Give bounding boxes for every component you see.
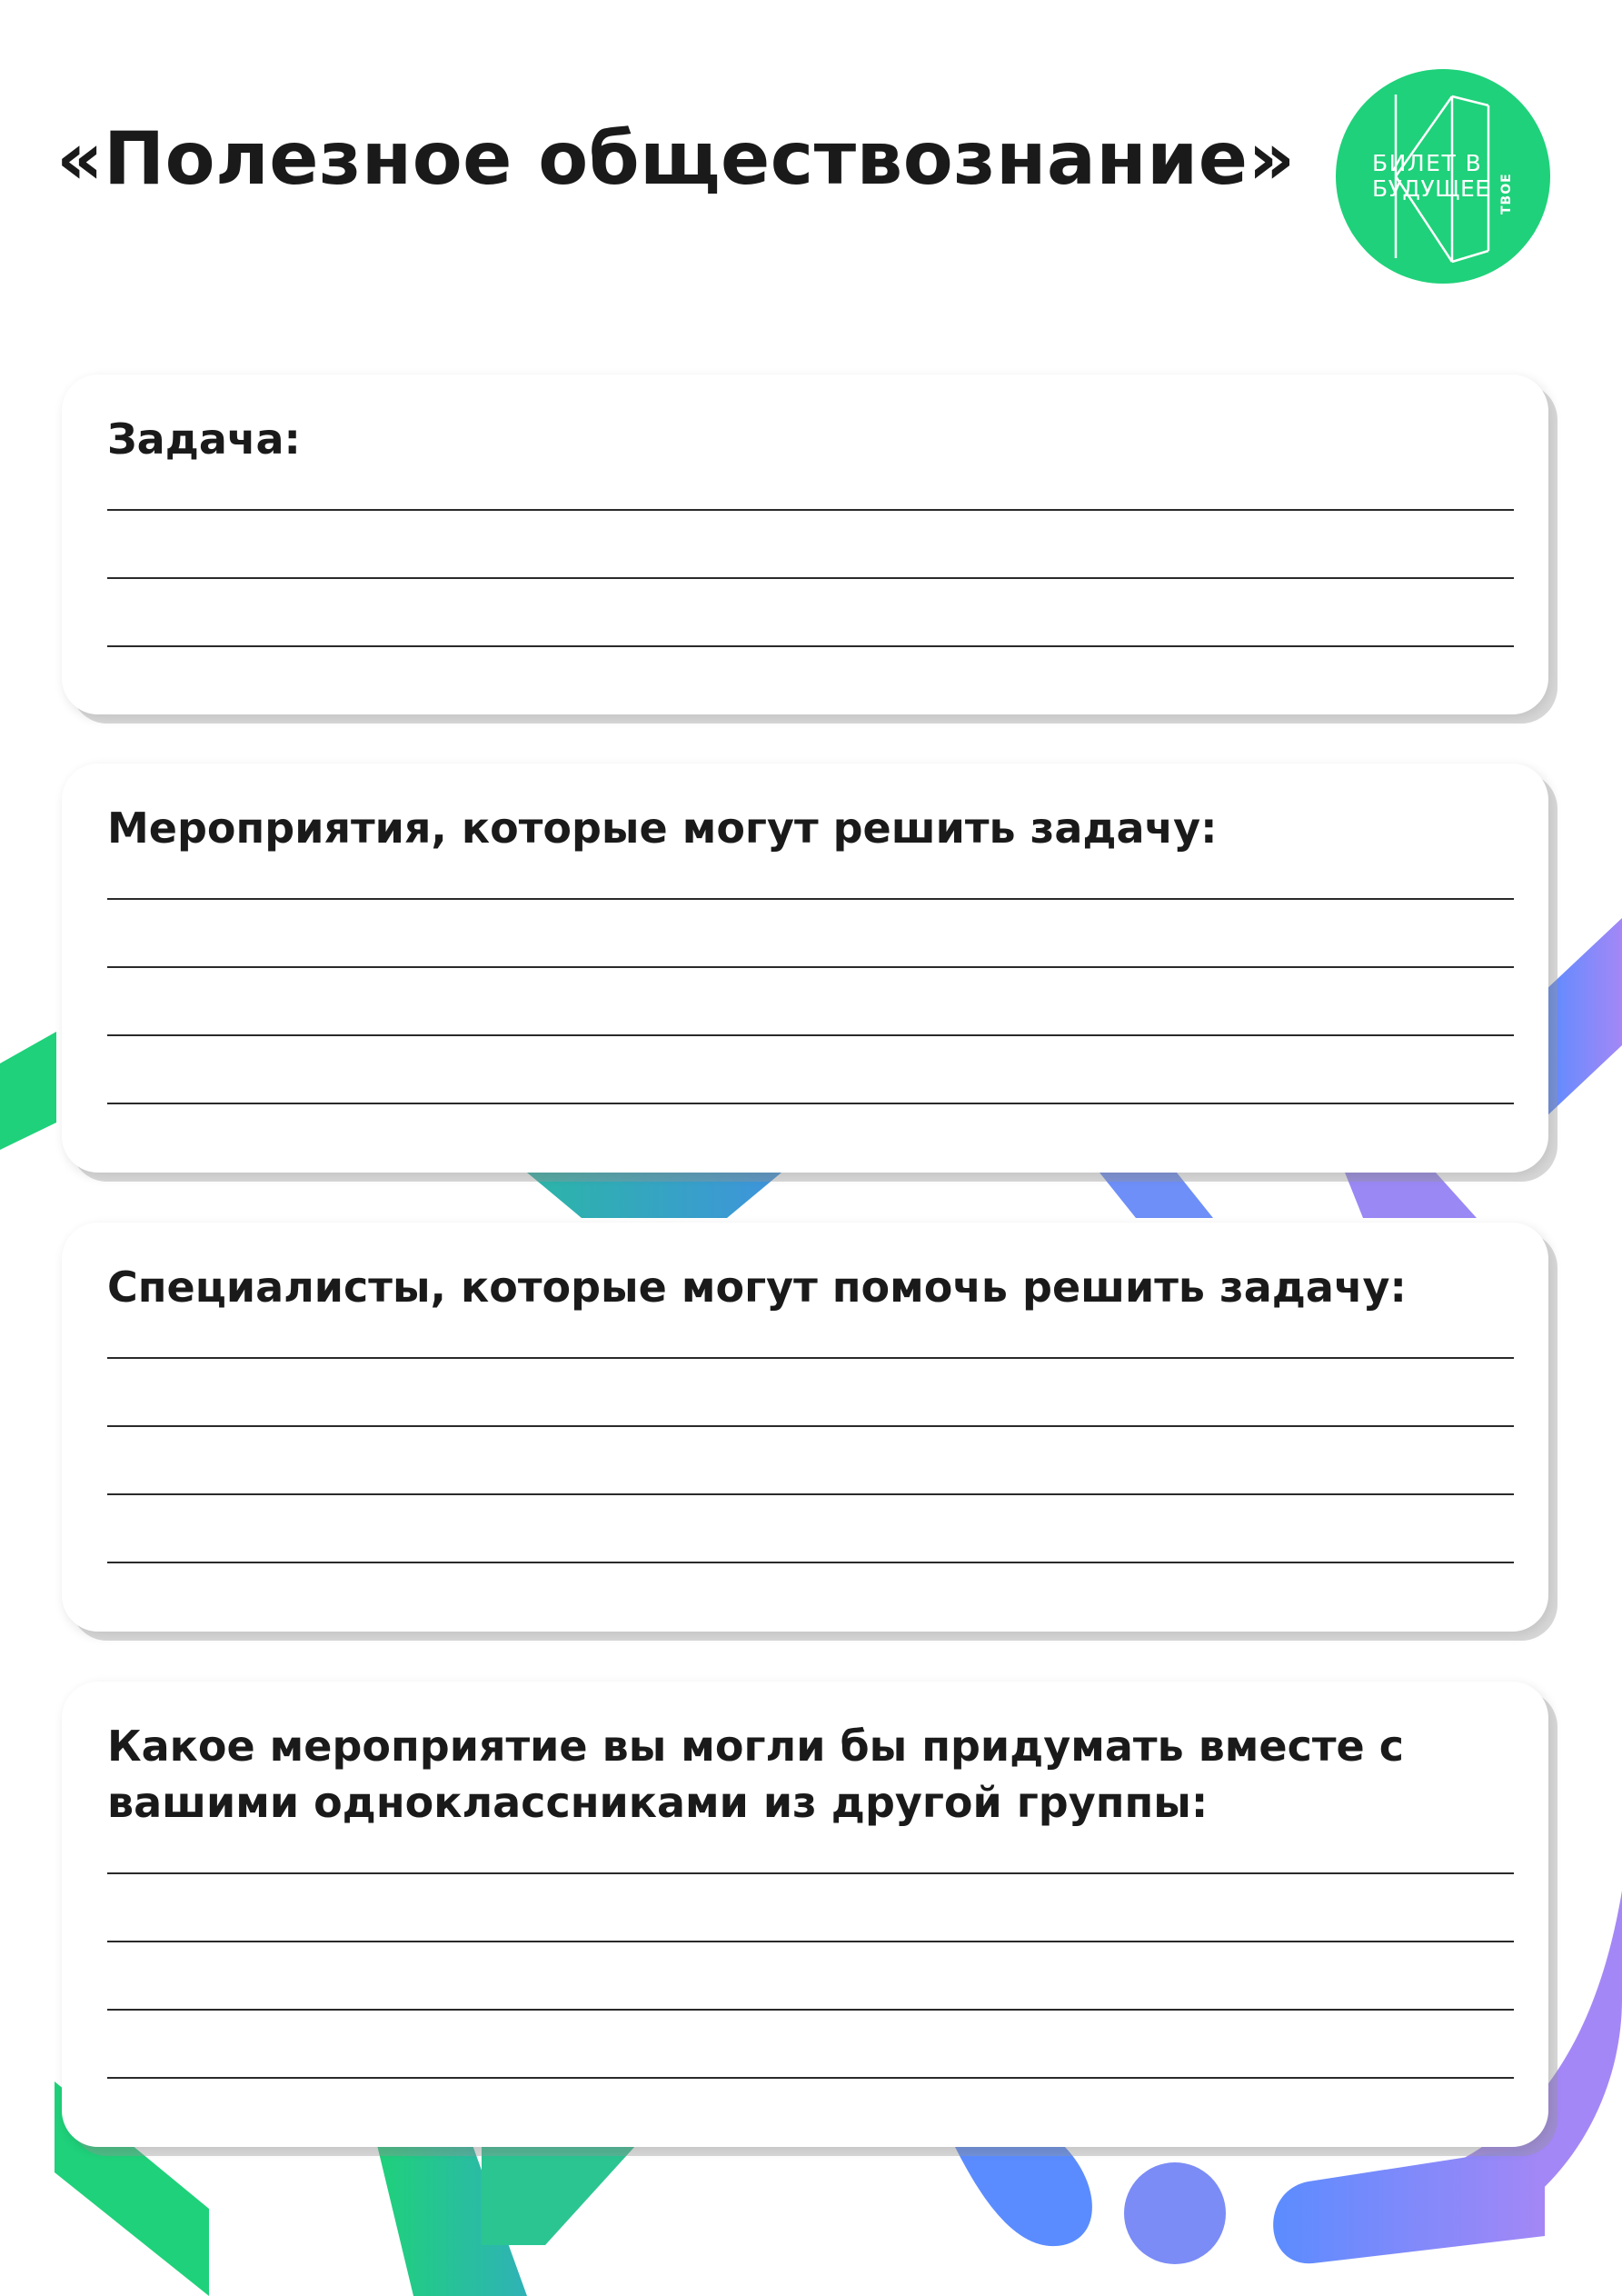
events-answer-line-1[interactable] (107, 898, 1514, 900)
specialists-answer-line-2[interactable] (107, 1425, 1514, 1427)
logo-vertical: ТВОЕ (1499, 173, 1514, 215)
blue-blob-bottom (954, 2145, 1092, 2246)
joint-event-answer-line-4[interactable] (107, 2077, 1514, 2079)
specialists-answer-line-1[interactable] (107, 1357, 1514, 1359)
joint-event-answer-line-1[interactable] (107, 1872, 1514, 1874)
green-check-arm (482, 2145, 636, 2245)
events-card (62, 764, 1548, 1173)
teal-band (527, 1173, 781, 1218)
specialists-answer-line-4[interactable] (107, 1562, 1514, 1563)
violet-bar-bottom (1273, 2145, 1545, 2263)
events-label: Мероприятия, которые могут решить задачу: (107, 804, 1218, 853)
task-answer-line-3[interactable] (107, 645, 1514, 647)
bilet-v-budushchee-logo (1336, 69, 1550, 284)
page-title: «Полезное обществознание» (56, 116, 1296, 201)
violet-arc-right-top (1545, 918, 1622, 1118)
task-answer-line-1[interactable] (107, 509, 1514, 511)
joint-event-answer-line-2[interactable] (107, 1941, 1514, 1942)
joint-event-label: Какое мероприятие вы могли бы придумать вместе с вашими одноклассниками из другой группы: (107, 1722, 1405, 1827)
violet-stripe (1345, 1173, 1477, 1218)
events-answer-line-3[interactable] (107, 1034, 1514, 1036)
specialists-answer-line-3[interactable] (107, 1493, 1514, 1495)
logo-line1: БИЛЕТ В (1372, 150, 1483, 176)
logo-line2: БУДУЩЕЕ (1372, 175, 1490, 202)
blue-dot-bottom (1124, 2162, 1226, 2264)
green-wedge-left (0, 1032, 56, 1150)
task-answer-line-2[interactable] (107, 577, 1514, 579)
events-answer-line-4[interactable] (107, 1103, 1514, 1104)
specialists-label: Специалисты, которые могут помочь решить задачу: (107, 1263, 1407, 1312)
task-label: Задача: (107, 414, 301, 464)
task-card (62, 374, 1548, 714)
specialists-card (62, 1223, 1548, 1632)
blue-stripe (1100, 1173, 1213, 1218)
joint-event-card (62, 1682, 1548, 2147)
joint-event-answer-line-3[interactable] (107, 2009, 1514, 2011)
events-answer-line-2[interactable] (107, 966, 1514, 968)
